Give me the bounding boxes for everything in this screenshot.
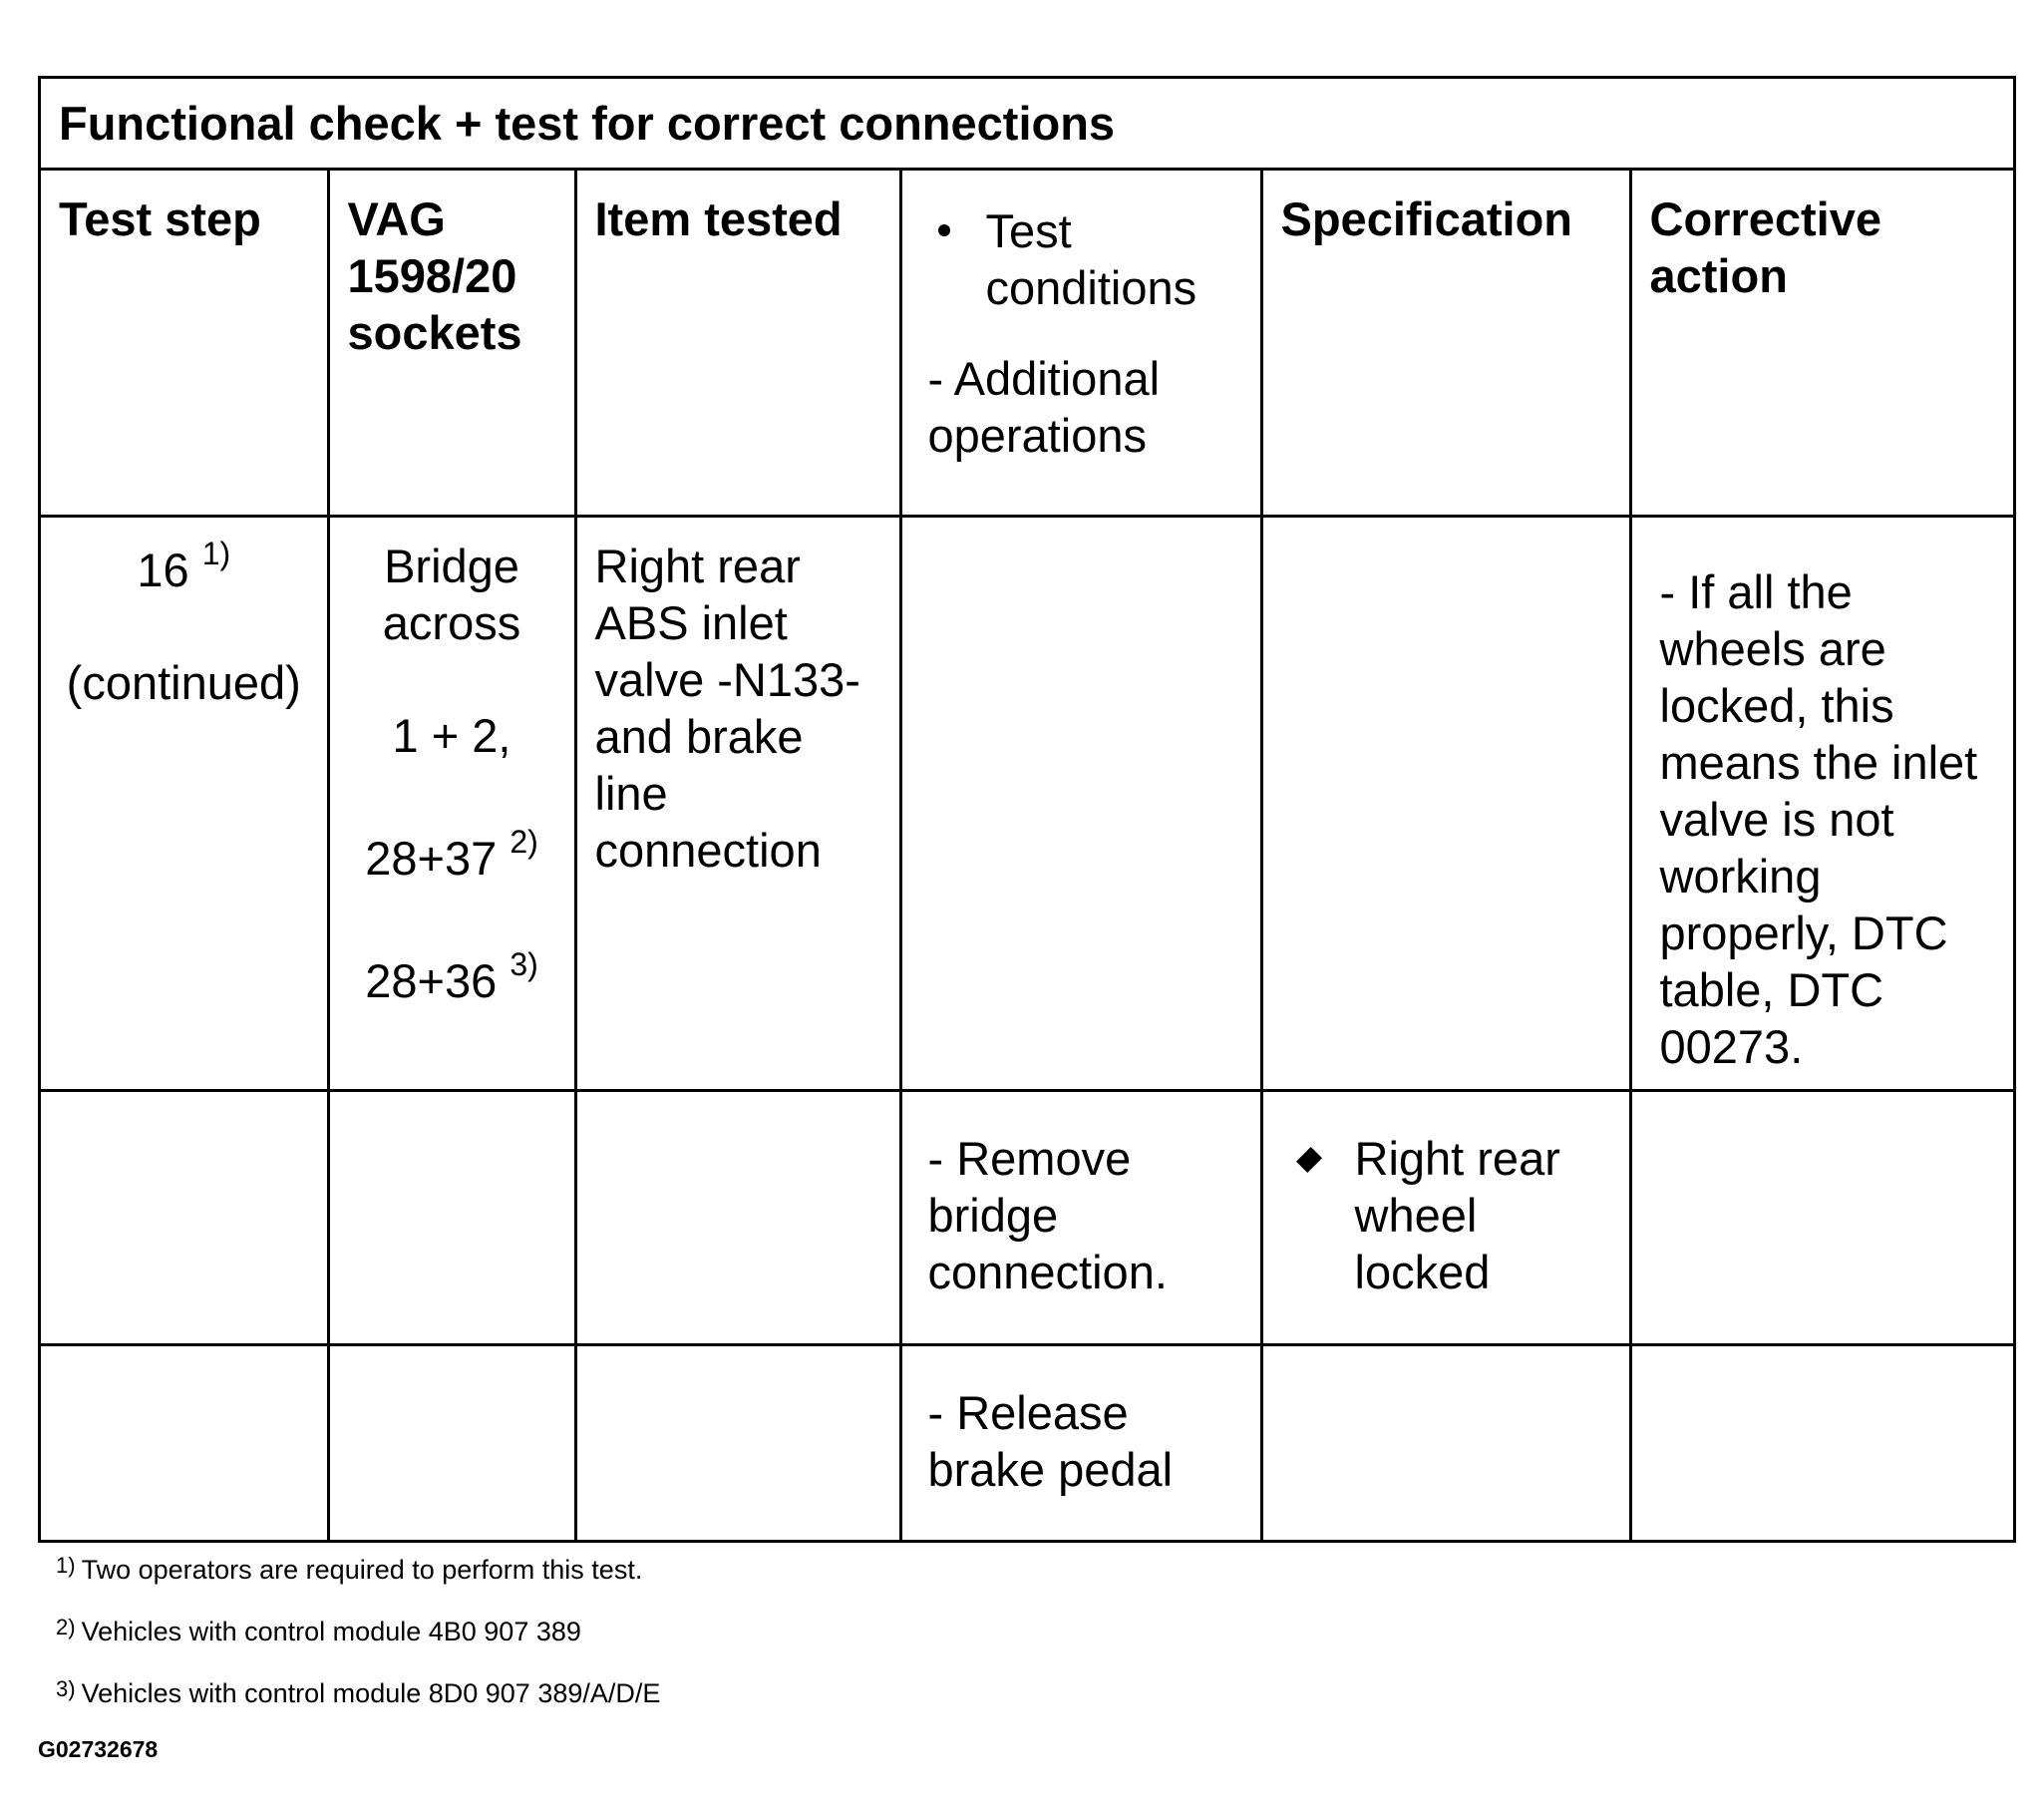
header-sockets-line2: 1598/20 bbox=[347, 249, 517, 302]
cell-item-tested: Right rear ABS inlet valve -N133- and brake line connection bbox=[575, 516, 900, 1090]
sockets-line2: across bbox=[382, 595, 521, 649]
header-conditions bbox=[900, 171, 1261, 516]
footnote-text: Vehicles with control module 4B0 907 389 bbox=[81, 1617, 581, 1646]
cell-sockets bbox=[328, 516, 575, 1090]
footnote-text: Two operators are required to perform this test. bbox=[81, 1555, 643, 1585]
cell-specification bbox=[1261, 1344, 1630, 1540]
cell-test-step bbox=[41, 516, 328, 1090]
table-row bbox=[41, 1090, 2013, 1344]
header-test-step: Test step bbox=[41, 171, 328, 516]
sockets-line4-value: 28+37 bbox=[365, 831, 498, 885]
cell-item-tested bbox=[575, 1090, 900, 1344]
header-corrective-action: Corrective action bbox=[1630, 171, 2013, 516]
table-row bbox=[41, 516, 2013, 1090]
cell-test-step bbox=[41, 1090, 328, 1344]
table-title: Functional check + test for correct connections bbox=[41, 79, 2013, 171]
cell-operations: - Release brake pedal bbox=[900, 1344, 1261, 1540]
cell-operations bbox=[900, 516, 1261, 1090]
test-step-number: 16 bbox=[137, 543, 189, 596]
cell-corrective-action: - If all the wheels are locked, this means the inlet valve is not working properly, DTC table, DTC 00273. bbox=[1630, 516, 2013, 1090]
sockets-line1: Bridge bbox=[384, 539, 519, 592]
footnote-ref: 1) bbox=[201, 535, 231, 571]
header-item-tested: Item tested bbox=[575, 171, 900, 516]
header-specification: Specification bbox=[1261, 171, 1630, 516]
footnote-text: Vehicles with control module 8D0 907 389/A/D/E bbox=[81, 1678, 661, 1708]
footnote-ref: 2) bbox=[510, 823, 538, 860]
header-sockets-line1: VAG bbox=[347, 192, 446, 245]
test-step-continued: (continued) bbox=[66, 655, 301, 709]
footnote-ref: 3) bbox=[510, 945, 538, 982]
test-step-line bbox=[59, 535, 309, 598]
table-grid bbox=[41, 171, 2013, 1540]
footnote bbox=[38, 1555, 2016, 1617]
footnote bbox=[38, 1678, 2016, 1740]
header-test-conditions-label: Test conditions bbox=[985, 204, 1197, 314]
specification-text: Right rear wheel locked bbox=[1354, 1131, 1560, 1298]
table-row bbox=[41, 1344, 2013, 1540]
sockets-line5-value: 28+36 bbox=[365, 953, 498, 1007]
test-table bbox=[38, 76, 2016, 1543]
footnote bbox=[38, 1617, 2016, 1678]
cell-item-tested bbox=[575, 1344, 900, 1540]
sockets-line3: 1 + 2, bbox=[392, 708, 511, 762]
diamond-bullet-icon bbox=[1295, 1146, 1321, 1172]
footnotes bbox=[38, 1555, 2016, 1763]
header-additional-operations: - Additional operations bbox=[927, 352, 1161, 462]
specification-item bbox=[1271, 1130, 1617, 1300]
document bbox=[38, 76, 2016, 1763]
cell-specification bbox=[1261, 1090, 1630, 1344]
header-row bbox=[41, 171, 2013, 516]
cell-sockets bbox=[328, 1344, 575, 1540]
cell-sockets bbox=[328, 1090, 575, 1344]
sockets-line5 bbox=[348, 945, 556, 1009]
cell-corrective-action bbox=[1630, 1344, 2013, 1540]
header-sockets-line3: sockets bbox=[347, 306, 522, 359]
bullet-icon bbox=[938, 224, 950, 236]
header-test-conditions bbox=[910, 202, 1242, 316]
figure-code: G02732678 bbox=[38, 1736, 159, 1762]
footnote-mark: 1) bbox=[56, 1553, 76, 1578]
header-sockets bbox=[328, 171, 575, 516]
sockets-line4 bbox=[348, 823, 556, 887]
footnote-mark: 3) bbox=[56, 1676, 76, 1701]
cell-test-step bbox=[41, 1344, 328, 1540]
footnote-mark: 2) bbox=[56, 1615, 76, 1639]
cell-corrective-action bbox=[1630, 1090, 2013, 1344]
cell-operations: - Remove bridge connection. bbox=[900, 1090, 1261, 1344]
cell-specification bbox=[1261, 516, 1630, 1090]
